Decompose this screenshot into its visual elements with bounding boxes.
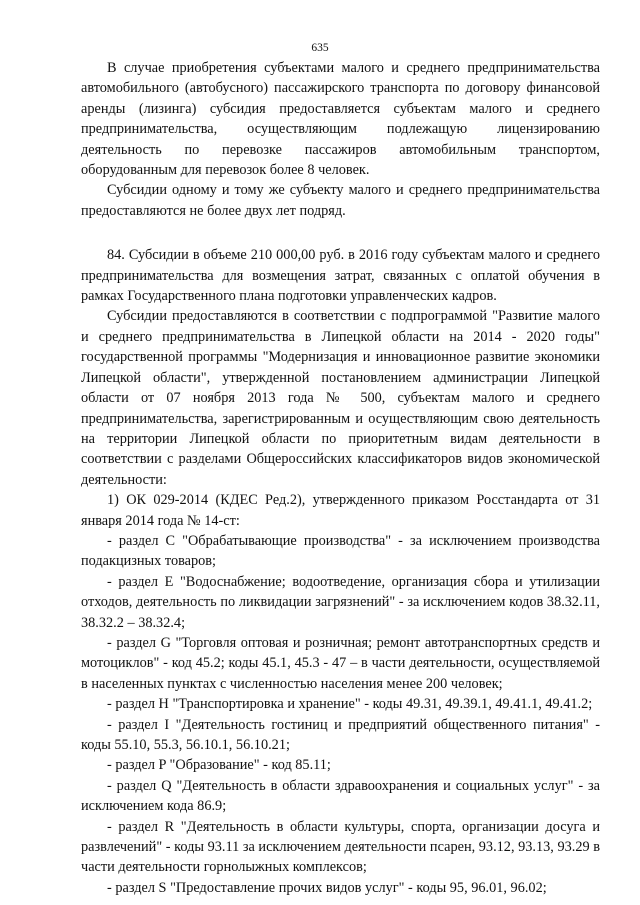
list-item-section-q: - раздел Q "Деятельность в области здравоохранения и социальных услуг" - за исключением кода 86.9; [81, 777, 600, 815]
paragraph-leasing: В случае приобретения субъектами малого и среднего предпринимательства автомобильного (автобусного) пассажирского транспорта по договору финансовой аренды (лизинга) субсидия предоставляется субъектам малого и среднего предпринимательства, осуществляющим подлежащую лицензированию деятельность по перевозке пассажиров автомобильным транспортом, оборудованным для перевозок более 8 человек. [81, 60, 600, 179]
list-item-section-e: - раздел E "Водоснабжение; водоотведение, организация сбора и утилизации отходов, деятельность по ликвидации загрязнений" - за исключением кодов 38.32.11, 38.32.2 – 38.32.4; [81, 573, 600, 631]
page-number: 635 [311, 42, 329, 54]
list-item-section-r: - раздел R "Деятельность в области культуры, спорта, организации досуга и развлечений" - коды 93.11 за исключением деятельности псарен, 93.12, 93.13, 93.29 в части деятельности горнолыжных комплексов; [81, 818, 600, 876]
section-gap [81, 221, 600, 245]
list-item-section-p: - раздел P "Образование" - код 85.11; [107, 757, 331, 774]
paragraph-classifier: 1) ОК 029-2014 (КДЕС Ред.2), утвержденного приказом Росстандарта от 31 января 2014 года № 14-ст: [81, 492, 600, 529]
list-item-section-i: - раздел I "Деятельность гостиниц и предприятий общественного питания" - коды 55.10, 55.3, 56.10.1, 56.10.21; [81, 716, 600, 753]
list-item-section-s: - раздел S "Предоставление прочих видов услуг" - коды 95, 96.01, 96.02; [107, 879, 547, 896]
paragraph-item-84: 84. Субсидии в объеме 210 000,00 руб. в 2016 году субъектам малого и среднего предпринимательства для возмещения затрат, связанных с оплатой обучения в рамках Государственного плана подготовки управленческих кадров. [81, 247, 600, 305]
list-item-section-g: - раздел G "Торговля оптовая и розничная; ремонт автотранспортных средств и мотоциклов" - код 45.2; коды 45.1, 45.3 - 47 – в части деятельности, осуществляемой в населенных пунктах с численностью населения менее 200 человек; [81, 634, 600, 692]
paragraph-limit: Субсидии одному и тому же субъекту малого и среднего предпринимательства предоставляются не более двух лет подряд. [81, 182, 600, 219]
document-body [81, 58, 600, 898]
paragraph-subsidy-conditions: Субсидии предоставляются в соответствии с подпрограммой "Развитие малого и среднего предпринимательства в Липецкой области на 2014 - 2020 годы" государственной программы "Модернизация и инновационное развитие экономики Липецкой области", утвержденной постановлением администрации Липецкой области от 07 ноября 2013 года № 500, субъектам малого и среднего предпринимательства, зарегистрированным и осуществляющим свою деятельность на территории Липецкой области по приоритетным видам деятельности в соответствии с разделами Общероссийских классификаторов видов экономической деятельности: [81, 308, 600, 488]
list-item-section-h: - раздел H "Транспортировка и хранение" - коды 49.31, 49.39.1, 49.41.1, 49.41.2; [107, 696, 593, 713]
list-item-section-c: - раздел C "Обрабатывающие производства" - за исключением производства подакцизных товаров; [81, 532, 600, 570]
